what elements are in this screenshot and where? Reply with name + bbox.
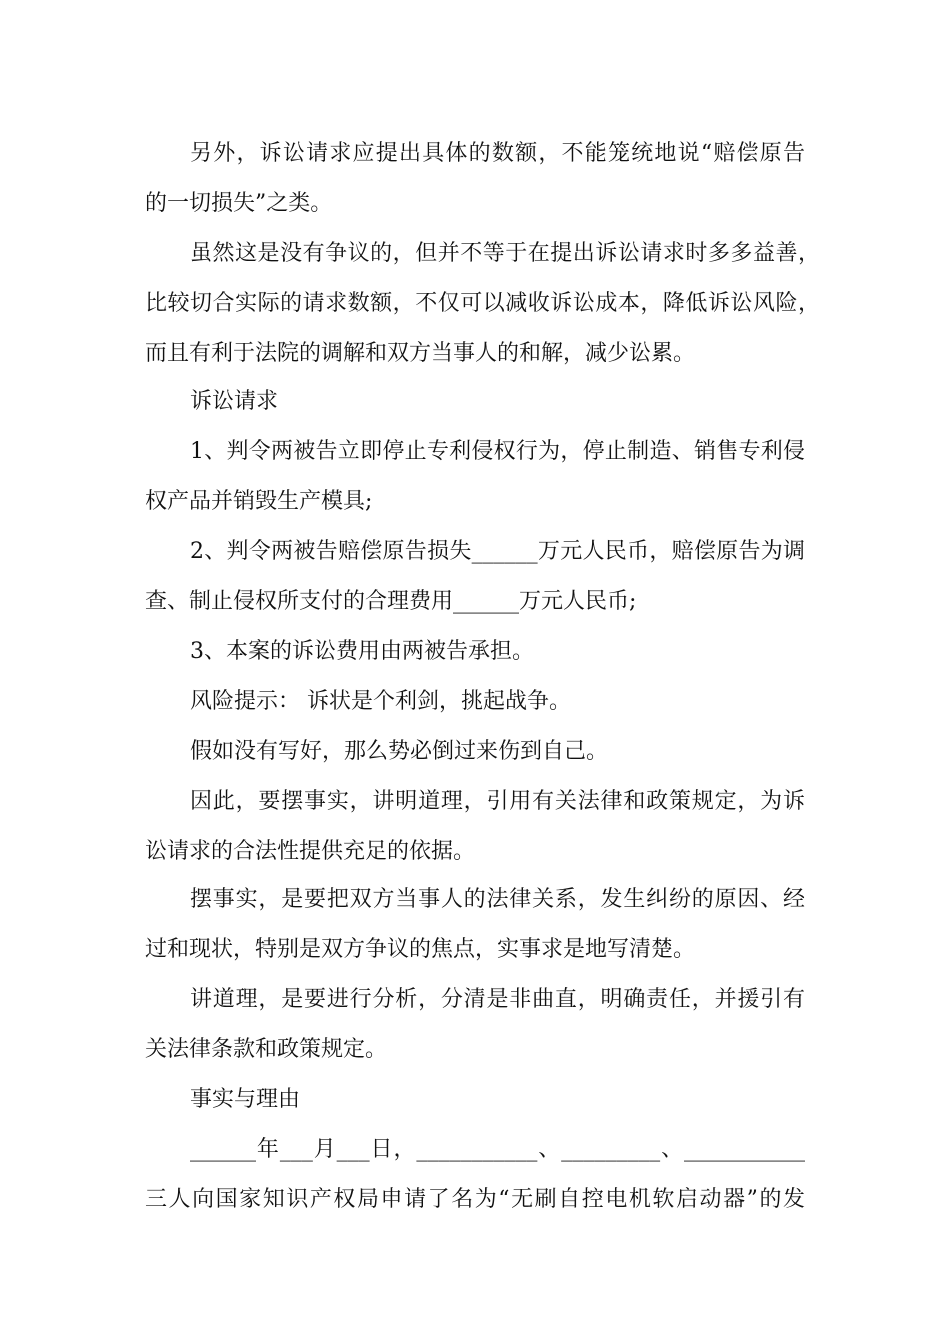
claim-item: 查、制止侵权所支付的合理费用______万元人民币; bbox=[145, 589, 637, 614]
paragraph-line: 的一切损失”之类。 bbox=[145, 191, 333, 216]
claim-item: 1、判令两被告立即停止专利侵权行为，停止制造、销售专利侵 bbox=[190, 439, 805, 464]
claim-item: 2、判令两被告赔偿原告损失______万元人民币，赔偿原告为调 bbox=[190, 539, 805, 564]
paragraph-line: 讼请求的合法性提供充足的依据。 bbox=[145, 839, 476, 864]
paragraph-line: 三人向国家知识产权局申请了名为“无刷自控电机软启动器”的发 bbox=[145, 1187, 805, 1212]
paragraph-line: 讲道理，是要进行分析，分清是非曲直，明确责任，并援引有 bbox=[190, 987, 805, 1012]
paragraph-line: 过和现状，特别是双方争议的焦点，实事求是地写清楚。 bbox=[145, 937, 696, 962]
paragraph-line: ______年___月___日，___________、_________、___________ bbox=[190, 1137, 805, 1162]
paragraph-line: 关法律条款和政策规定。 bbox=[145, 1037, 388, 1062]
claim-item: 权产品并销毁生产模具; bbox=[145, 489, 373, 514]
paragraph-line: 而且有利于法院的调解和双方当事人的和解，减少讼累。 bbox=[145, 341, 696, 366]
paragraph-line: 假如没有写好，那么势必倒过来伤到自己。 bbox=[190, 739, 609, 764]
paragraph-line: 比较切合实际的请求数额，不仅可以减收诉讼成本，降低诉讼风险， bbox=[145, 291, 820, 316]
paragraph-line: 因此，要摆事实，讲明道理，引用有关法律和政策规定，为诉 bbox=[190, 789, 805, 814]
section-heading: 诉讼请求 bbox=[190, 389, 279, 414]
section-heading: 事实与理由 bbox=[190, 1087, 301, 1112]
paragraph-line: 虽然这是没有争议的，但并不等于在提出诉讼请求时多多益善， bbox=[190, 241, 820, 266]
paragraph-line: 另外，诉讼请求应提出具体的数额，不能笼统地说“赔偿原告 bbox=[190, 141, 805, 166]
paragraph-line: 摆事实，是要把双方当事人的法律关系，发生纠纷的原因、经 bbox=[190, 887, 805, 912]
claim-item: 3、本案的诉讼费用由两被告承担。 bbox=[190, 639, 534, 664]
paragraph-line: 风险提示： 诉状是个利剑，挑起战争。 bbox=[190, 689, 571, 714]
